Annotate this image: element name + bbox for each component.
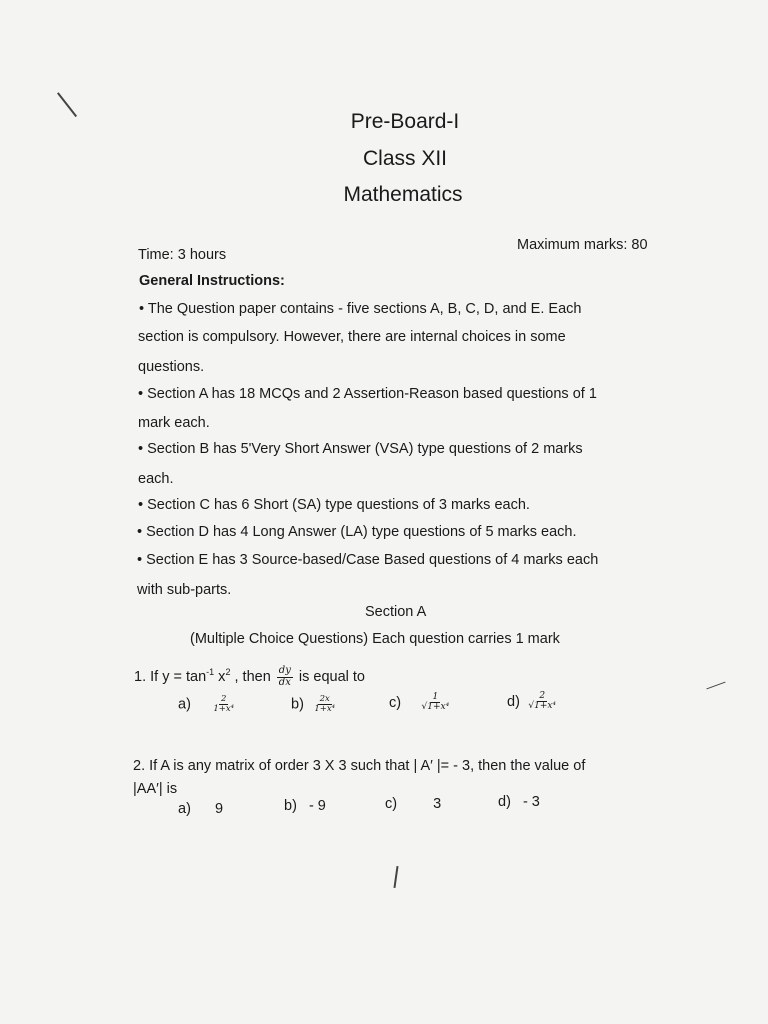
question-2-line-2: |AA′| is <box>133 781 178 797</box>
paper-title: Pre-Board-I <box>350 110 460 133</box>
instruction-line: • Section B has 5'Very Short Answer (VSA) type questions of 2 marks <box>138 441 583 457</box>
option-label: a) <box>178 696 191 713</box>
max-marks-label: Maximum marks: 80 <box>517 237 648 253</box>
question-1 <box>134 666 365 688</box>
option-den: √1+x⁴ <box>421 702 450 713</box>
option-den: 1+x⁴ <box>213 703 235 714</box>
q1-frac-den: dx <box>278 676 291 688</box>
option-num: 2 <box>539 691 546 701</box>
option-fraction <box>526 692 558 712</box>
q2-option-b[interactable] <box>284 798 326 814</box>
q1-prefix: 1. If y = tan <box>134 668 207 685</box>
time-label: Time: 3 hours <box>138 247 227 263</box>
section-subtitle: (Multiple Choice Questions) Each question carries 1 mark <box>190 631 560 647</box>
question-2-line-1: 2. If A is any matrix of order 3 X 3 such that | A′ |= - 3, then the value of <box>133 758 586 774</box>
q1-sup2: 2 <box>225 667 231 677</box>
option-fraction <box>211 695 236 714</box>
q1-option-b[interactable] <box>291 695 337 714</box>
q1-suffix: is equal to <box>294 668 365 685</box>
option-fraction <box>420 693 452 713</box>
pen-mark-top-left <box>57 92 77 117</box>
option-value: 3 <box>433 796 442 812</box>
option-label: b) <box>284 798 297 814</box>
q2-option-a[interactable] <box>178 801 223 817</box>
section-title: Section A <box>365 604 427 620</box>
q1-then: , then <box>230 668 271 685</box>
option-num: 2x <box>319 694 330 704</box>
instruction-line: section is compulsory. However, there are internal choices in some <box>138 329 566 345</box>
option-value: 9 <box>214 801 224 817</box>
q2-option-d[interactable] <box>498 794 540 810</box>
q1-option-d[interactable] <box>507 692 558 712</box>
instruction-line: • Section D has 4 Long Answer (LA) type questions of 5 marks each. <box>137 524 577 540</box>
option-value: - 3 <box>522 794 540 810</box>
pen-mark-right <box>706 682 725 690</box>
option-label: d) <box>507 694 520 711</box>
q1-option-c[interactable] <box>389 693 451 713</box>
pen-mark-bottom <box>393 866 398 888</box>
instruction-line: questions. <box>138 359 205 375</box>
instruction-line: each. <box>138 471 174 487</box>
instruction-line: • The Question paper contains - five sections A, B, C, D, and E. Each <box>139 301 582 317</box>
option-value: - 9 <box>308 798 326 814</box>
instructions-heading: General Instructions: <box>139 273 285 289</box>
option-label: c) <box>389 695 402 712</box>
q1-sup: -1 <box>206 667 215 677</box>
q1-frac-num: dy <box>278 665 291 676</box>
option-label: c) <box>385 796 398 812</box>
instruction-line: with sub-parts. <box>137 582 232 598</box>
option-den: √1+x⁴ <box>528 701 557 712</box>
instruction-line: • Section A has 18 MCQs and 2 Assertion-Reason based questions of 1 <box>138 386 597 402</box>
q2-option-c[interactable] <box>385 796 441 812</box>
q1-mid: x <box>214 668 226 685</box>
option-label: a) <box>178 801 191 817</box>
instruction-line: • Section C has 6 Short (SA) type questions of 3 marks each. <box>138 497 530 513</box>
option-num: 1 <box>432 692 439 702</box>
paper-class: Class XII <box>362 147 448 170</box>
instruction-line: • Section E has 3 Source-based/Case Based questions of 4 marks each <box>137 552 599 568</box>
q1-derivative <box>277 666 293 688</box>
option-label: b) <box>291 696 304 713</box>
q1-option-a[interactable] <box>178 695 236 714</box>
option-num: 2 <box>221 694 227 704</box>
paper-subject: Mathematics <box>343 183 463 206</box>
instruction-line: mark each. <box>138 415 210 431</box>
option-label: d) <box>498 794 511 810</box>
option-fraction <box>312 695 337 714</box>
option-den: 1+x⁴ <box>314 703 336 714</box>
